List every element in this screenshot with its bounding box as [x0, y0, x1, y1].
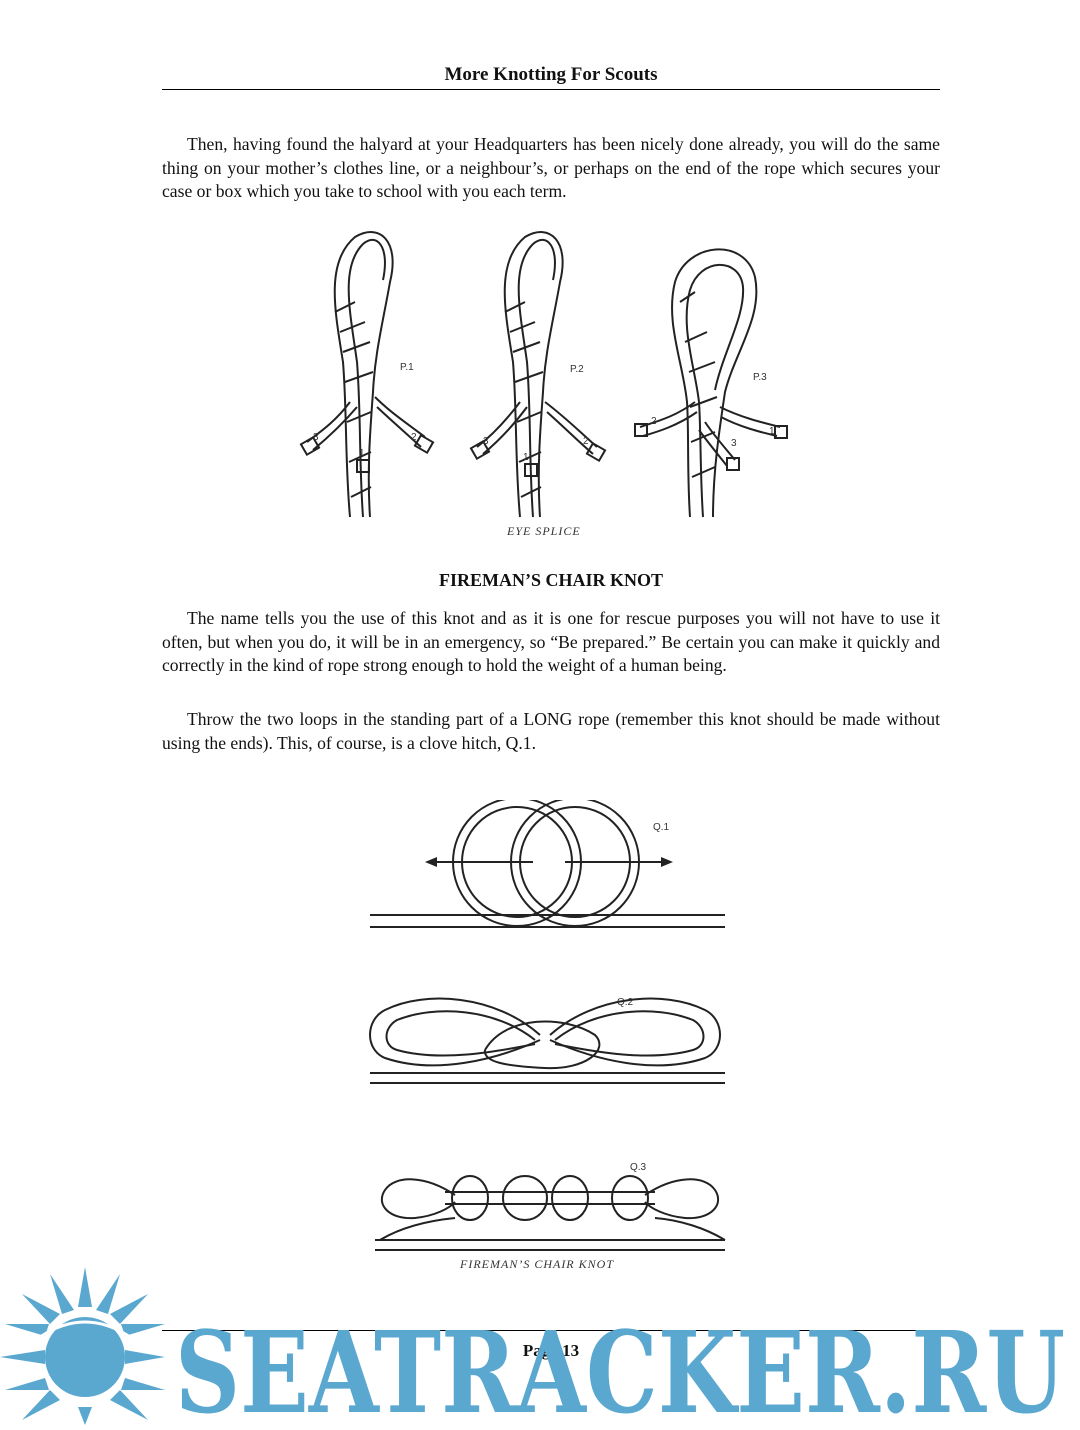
paragraph-purpose: The name tells you the use of this knot and as it is one for rescue purposes you will not have to use it often, but when you do, it will be in an emergency, so “Be prepared.” Be certain you can make it quickly and correctly in the kind of rope strong enough to hold the weight of a human being.: [162, 608, 940, 675]
strand-3-p1: 3: [313, 432, 319, 443]
eye-splice-panel-1: [301, 232, 433, 517]
strand-1-p2: 1: [523, 452, 529, 463]
watermark: [0, 1262, 1080, 1425]
label-q2: Q.2: [617, 997, 634, 1008]
eye-splice-figure: [295, 222, 815, 542]
step-q3: [375, 1162, 725, 1271]
strand-2-p3: 2: [651, 416, 657, 427]
page-footer: Page 13: [162, 1330, 940, 1361]
page-header: More Knotting For Scouts: [162, 64, 940, 90]
eye-splice-caption: EYE SPLICE: [507, 524, 581, 538]
label-p1: P.1: [400, 362, 414, 373]
chair-knot-figure: [365, 800, 735, 1280]
label-p2: P.2: [570, 364, 584, 375]
step-q1: [370, 800, 725, 927]
label-q3: Q.3: [630, 1162, 647, 1173]
strand-3-p3: 3: [731, 438, 737, 449]
step-q2: [370, 997, 725, 1083]
strand-2-p1: 2: [411, 432, 417, 443]
label-q1: Q.1: [653, 822, 670, 833]
chair-knot-caption: FIREMAN’S CHAIR KNOT: [460, 1257, 614, 1271]
eye-splice-panel-2: [471, 232, 605, 517]
strand-1-p1: 1: [359, 448, 365, 459]
watermark-text: SEATRACKER.RU: [175, 1308, 1065, 1425]
section-heading: FIREMAN’S CHAIR KNOT: [438, 570, 663, 590]
strand-1-p3: 1: [769, 426, 775, 437]
paragraph-clove-hitch: Throw the two loops in the standing part of a LONG rope (remember this knot should be made without using the ends). This, of course, is a clove hitch, Q.1.: [162, 709, 940, 753]
paragraph-halyard: Then, having found the halyard at your Headquarters has been nicely done already, you will do the same thing on your mother’s clothes line, or a neighbour’s, or perhaps on the end of the rope which secures your case or box which you take to school with you each term.: [162, 134, 940, 201]
label-p3: P.3: [753, 372, 767, 383]
strand-2-p2: 2: [583, 436, 589, 447]
sun-logo-icon: [0, 1267, 165, 1425]
eye-splice-panel-3: [635, 249, 787, 517]
strand-3-p2: 3: [483, 436, 489, 447]
